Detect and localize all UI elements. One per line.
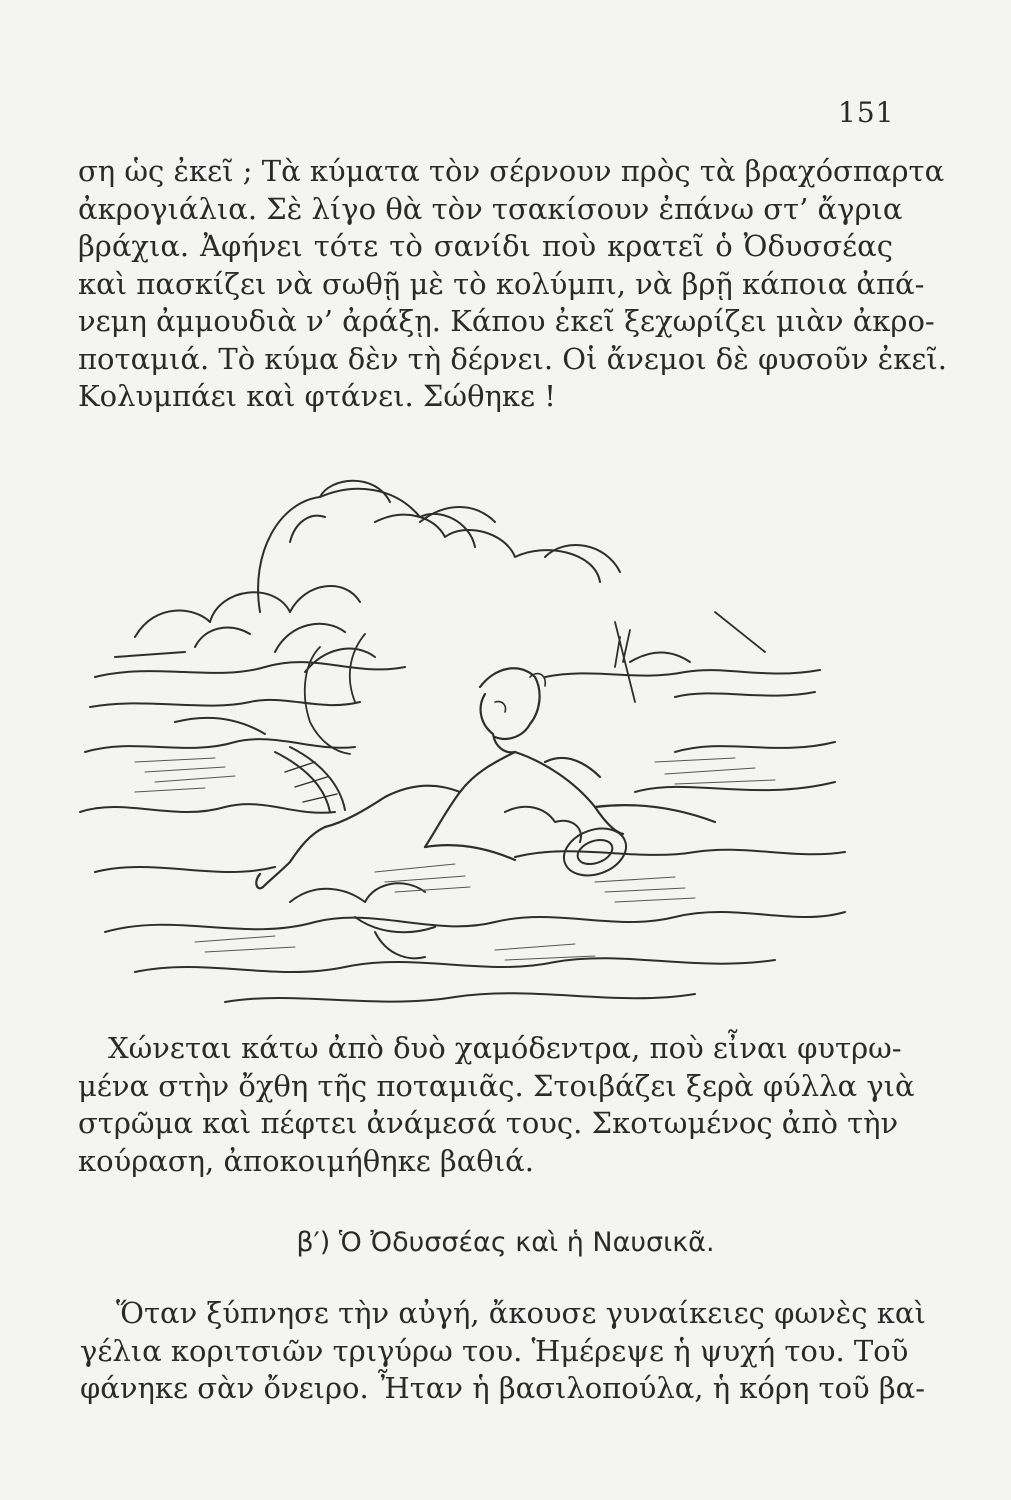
- text-line: καὶ πασκίζει νὰ σωθῇ μὲ τὸ κολύμπι, νὰ βρῇ κάποια ἀπά-: [78, 266, 925, 301]
- paragraph-3: [80, 1295, 926, 1408]
- text-line: βράχια. Ἀφήνει τότε τὸ σανίδι ποὺ κρατεῖ ὁ Ὀδυσσέας: [78, 229, 893, 263]
- text-line: Κολυμπάει καὶ φτάνει. Σώθηκε !: [78, 379, 556, 413]
- clouds: [115, 481, 620, 672]
- text-line: γέλια κοριτσιῶν τριγύρω του. Ἡμέρεψε ἡ ψυχή του. Τοῦ: [80, 1333, 909, 1368]
- illustration-odysseus-swimming: [75, 462, 875, 1022]
- paragraph-1: [78, 153, 948, 416]
- text-line: Χώνεται κάτω ἀπὸ δυὸ χαμόδεντρα, ποὺ εἶναι φυτρω-: [108, 1031, 902, 1065]
- text-line: μένα στὴν ὄχθη τῆς ποταμιᾶς. Στοιβάζει ξερὰ φύλλα γιὰ: [78, 1068, 915, 1103]
- hatching: [135, 758, 775, 960]
- text-line: ἀκρογιάλια. Σὲ λίγο θὰ τὸν τσακίσουν ἐπάνω στ’ ἄγρια: [78, 191, 903, 226]
- plank-raft: [275, 747, 633, 884]
- page-number: 151: [838, 96, 895, 129]
- text-line: φάνηκε σὰν ὄνειρο. Ἦταν ἡ βασιλοπούλα, ἡ κόρη τοῦ βα-: [80, 1371, 926, 1405]
- text-line: νεμη ἀμμουδιὰ ν’ ἀράξῃ. Κάπου ἐκεῖ ξεχωρίζει μιὰν ἀκρο-: [78, 304, 935, 338]
- text-line: στρῶμα καὶ πέφτει ἀνάμεσά τους. Σκοτωμένος ἀπὸ τὴν: [78, 1106, 899, 1140]
- text-line: ση ὡς ἐκεῖ ; Τὰ κύματα τὸν σέρνουν πρὸς τὰ βραχόσπαρτα: [78, 154, 945, 188]
- spray-and-mast: [305, 612, 765, 754]
- text-line: κούραση, ἀποκοιμήθηκε βαθιά.: [78, 1143, 534, 1178]
- text-line: ποταμιά. Τὸ κύμα δὲν τὴ δέρνει. Οἱ ἄνεμοι δὲ φυσοῦν ἐκεῖ.: [78, 341, 948, 376]
- section-heading: β′) Ὁ Ὀδυσσέας καὶ ἡ Ναυσικᾶ.: [296, 1227, 715, 1258]
- waves: [80, 653, 845, 1002]
- paragraph-2: [78, 1030, 915, 1180]
- text-line: Ὅταν ξύπνησε τὴν αὐγή, ἄκουσε γυναίκειες φωνὲς καὶ: [116, 1296, 926, 1330]
